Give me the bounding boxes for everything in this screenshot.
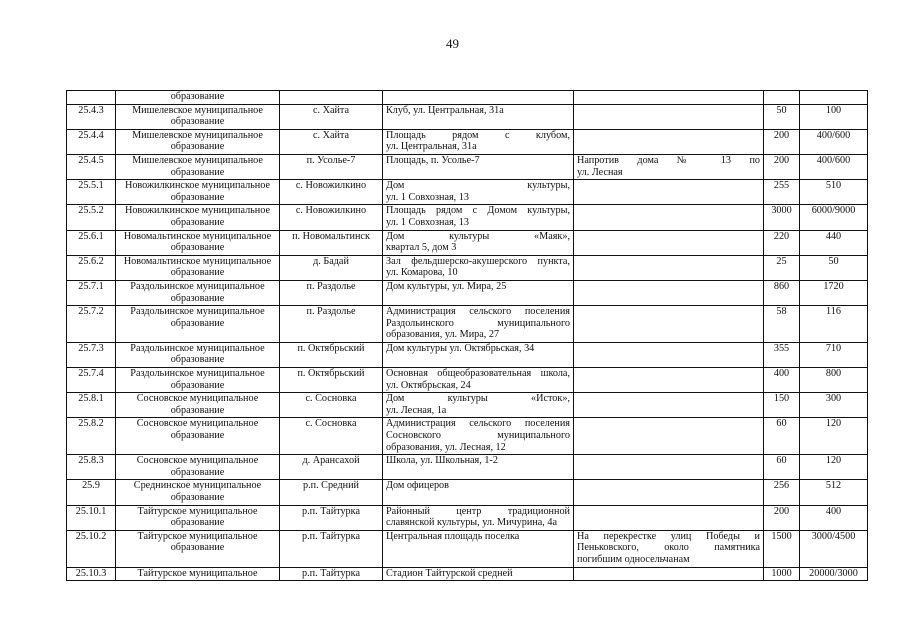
row-number-cell: 25.8.1: [67, 393, 116, 418]
landmark-cell: [574, 342, 764, 367]
settlement-cell: с. Новожилкино: [280, 205, 383, 230]
landmark-cell: [574, 255, 764, 280]
row-number-cell: 25.7.2: [67, 306, 116, 343]
settlement-cell: с. Хайта: [280, 129, 383, 154]
municipality-cell: Раздольинское муниципальное образование: [116, 368, 280, 393]
venue-cell: [383, 280, 574, 305]
landmark-cell-line: Напротив дома № 13 по: [577, 154, 760, 166]
row-number-cell: 25.8.3: [67, 455, 116, 480]
municipality-cell: Мишелевское муниципальное образование: [116, 129, 280, 154]
landmark-cell: [574, 567, 764, 581]
settlement-cell: п. Октябрьский: [280, 342, 383, 367]
municipality-cell: Сосновское муниципальное образование: [116, 455, 280, 480]
row-number-cell: 25.8.2: [67, 418, 116, 455]
settlement-cell: п. Раздолье: [280, 280, 383, 305]
capacity-cell: 20000/3000: [800, 567, 868, 581]
venue-cell-line: Дом культуры ул. Октябрьская, 34: [386, 342, 535, 354]
area-cell: 200: [764, 154, 800, 179]
landmark-cell: [574, 205, 764, 230]
venue-cell-line: Дом культуры, ул. Мира, 25: [386, 280, 507, 292]
area-cell: 255: [764, 180, 800, 205]
area-cell: 1500: [764, 530, 800, 567]
venue-cell-line: славянской культуры, ул. Мичурина, 4а: [386, 517, 558, 529]
capacity-cell: 710: [800, 342, 868, 367]
capacity-cell: 800: [800, 368, 868, 393]
row-number-cell: 25.10.3: [67, 567, 116, 581]
venue-cell: [383, 567, 574, 581]
landmark-cell: [574, 455, 764, 480]
landmark-cell: [574, 91, 764, 105]
area-cell: 355: [764, 342, 800, 367]
table-row: [67, 154, 868, 179]
venue-cell-line: Площадь рядом с Домом культуры,: [386, 205, 570, 217]
venue-cell-line: образования, ул. Мира, 27: [386, 329, 500, 341]
row-number-cell: 25.10.1: [67, 505, 116, 530]
table-row: [67, 104, 868, 129]
municipality-cell: Сосновское муниципальное образование: [116, 418, 280, 455]
municipality-cell: Раздольинское муниципальное образование: [116, 280, 280, 305]
landmark-cell-line: ул. Лесная: [577, 166, 623, 178]
venue-cell: [383, 180, 574, 205]
row-number-cell: 25.4.5: [67, 154, 116, 179]
row-number-cell: 25.7.3: [67, 342, 116, 367]
landmark-cell-line: Пеньковского, около памятника: [577, 542, 760, 554]
landmark-cell: [574, 306, 764, 343]
venue-cell-line: Площадь рядом с клубом,: [386, 129, 570, 141]
table-row: [67, 393, 868, 418]
capacity-cell: 440: [800, 230, 868, 255]
landmark-cell: [574, 230, 764, 255]
row-number-cell: 25.7.4: [67, 368, 116, 393]
landmark-cell: [574, 154, 764, 179]
landmark-cell: [574, 418, 764, 455]
row-number-cell: 25.4.4: [67, 129, 116, 154]
landmark-cell: [574, 505, 764, 530]
venue-cell-line: Дом офицеров: [386, 480, 449, 492]
venue-cell-line: квартал 5, дом 3: [386, 242, 457, 254]
area-cell: 220: [764, 230, 800, 255]
table-row: [67, 230, 868, 255]
capacity-cell: [800, 91, 868, 105]
table-row: [67, 418, 868, 455]
row-number-cell: 25.4.3: [67, 104, 116, 129]
venue-cell-line: Дом культуры,: [386, 180, 570, 192]
settlement-cell: с. Сосновка: [280, 418, 383, 455]
capacity-cell: 50: [800, 255, 868, 280]
capacity-cell: 100: [800, 104, 868, 129]
landmark-cell-line: На перекрестке улиц Победы и: [577, 530, 760, 542]
venue-cell-line: Клуб, ул. Центральная, 31а: [386, 104, 504, 116]
landmark-cell: [574, 180, 764, 205]
venue-cell-line: ул. Октябрьская, 24: [386, 379, 471, 391]
municipality-cell: Сосновское муниципальное образование: [116, 393, 280, 418]
row-number-cell: 25.5.2: [67, 205, 116, 230]
landmark-cell: [574, 104, 764, 129]
table-row: [67, 480, 868, 505]
venues-table: [66, 90, 868, 581]
settlement-cell: р.п. Средний: [280, 480, 383, 505]
venue-cell: [383, 418, 574, 455]
capacity-cell: 3000/4500: [800, 530, 868, 567]
venue-cell-line: образования, ул. Лесная, 12: [386, 441, 506, 453]
venue-cell-line: Стадион Тайтурской средней: [386, 567, 513, 579]
venue-cell: [383, 368, 574, 393]
municipality-cell: Раздольинское муниципальное образование: [116, 342, 280, 367]
area-cell: 200: [764, 129, 800, 154]
venue-cell: [383, 455, 574, 480]
settlement-cell: [280, 91, 383, 105]
area-cell: 58: [764, 306, 800, 343]
table-row: [67, 368, 868, 393]
table-row: [67, 205, 868, 230]
capacity-cell: 400/600: [800, 154, 868, 179]
venue-cell-line: ул. Комарова, 10: [386, 267, 458, 279]
landmark-cell: [574, 368, 764, 393]
venue-cell: [383, 342, 574, 367]
area-cell: 60: [764, 455, 800, 480]
row-number-cell: 25.7.1: [67, 280, 116, 305]
municipality-cell: Новожилкинское муниципальное образование: [116, 180, 280, 205]
venue-cell: [383, 505, 574, 530]
area-cell: 860: [764, 280, 800, 305]
area-cell: 1000: [764, 567, 800, 581]
venue-cell-line: ул. 1 Совхозная, 13: [386, 191, 469, 203]
table-row: [67, 455, 868, 480]
municipality-cell: Мишелевское муниципальное образование: [116, 104, 280, 129]
venue-cell: [383, 91, 574, 105]
venue-cell-line: Школа, ул. Школьная, 1-2: [386, 455, 498, 467]
area-cell: 150: [764, 393, 800, 418]
venue-cell: [383, 306, 574, 343]
capacity-cell: 300: [800, 393, 868, 418]
venue-cell: [383, 205, 574, 230]
settlement-cell: р.п. Тайтурка: [280, 567, 383, 581]
settlement-cell: с. Новожилкино: [280, 180, 383, 205]
municipality-cell: Раздольинское муниципальное образование: [116, 306, 280, 343]
row-number-cell: 25.6.1: [67, 230, 116, 255]
table-row: [67, 505, 868, 530]
municipality-cell: Тайтурское муниципальное: [116, 567, 280, 581]
venue-cell: [383, 129, 574, 154]
settlement-cell: п. Усолье-7: [280, 154, 383, 179]
landmark-cell: [574, 280, 764, 305]
table-row: [67, 280, 868, 305]
landmark-cell: [574, 530, 764, 567]
municipality-cell: образование: [116, 91, 280, 105]
venue-cell: [383, 230, 574, 255]
venue-cell-line: ул. Центральная, 31а: [386, 141, 477, 153]
capacity-cell: 400: [800, 505, 868, 530]
landmark-cell: [574, 393, 764, 418]
table-row: [67, 129, 868, 154]
venue-cell-line: Районный центр традиционной: [386, 505, 570, 517]
capacity-cell: 116: [800, 306, 868, 343]
settlement-cell: п. Октябрьский: [280, 368, 383, 393]
municipality-cell: Тайтурское муниципальное образование: [116, 505, 280, 530]
area-cell: 3000: [764, 205, 800, 230]
area-cell: 200: [764, 505, 800, 530]
venue-cell: [383, 104, 574, 129]
settlement-cell: д. Бадай: [280, 255, 383, 280]
venue-cell-line: ул. Лесная, 1а: [386, 404, 447, 416]
municipality-cell: Новожилкинское муниципальное образование: [116, 205, 280, 230]
settlement-cell: п. Новомальтинск: [280, 230, 383, 255]
capacity-cell: 1720: [800, 280, 868, 305]
venue-cell: [383, 530, 574, 567]
area-cell: 25: [764, 255, 800, 280]
venue-cell-line: Раздольинского муниципального: [386, 317, 570, 329]
area-cell: 60: [764, 418, 800, 455]
municipality-cell: Новомальтинское муниципальное образование: [116, 255, 280, 280]
settlement-cell: р.п. Тайтурка: [280, 505, 383, 530]
municipality-cell: Среднинское муниципальное образование: [116, 480, 280, 505]
venue-cell-line: Дом культуры «Маяк»,: [386, 230, 570, 242]
area-cell: 400: [764, 368, 800, 393]
venue-cell: [383, 480, 574, 505]
venue-cell: [383, 154, 574, 179]
venue-cell-line: ул. 1 Совхозная, 13: [386, 216, 469, 228]
row-number-cell: 25.10.2: [67, 530, 116, 567]
venue-cell-line: Зал фельдшерско-акушерского пункта,: [386, 255, 570, 267]
municipality-cell: Тайтурское муниципальное образование: [116, 530, 280, 567]
landmark-cell: [574, 129, 764, 154]
capacity-cell: 6000/9000: [800, 205, 868, 230]
area-cell: 256: [764, 480, 800, 505]
capacity-cell: 120: [800, 418, 868, 455]
venue-cell-line: Центральная площадь поселка: [386, 530, 520, 542]
municipality-cell: Мишелевское муниципальное образование: [116, 154, 280, 179]
table-row: [67, 306, 868, 343]
landmark-cell: [574, 480, 764, 505]
table-row: [67, 567, 868, 581]
capacity-cell: 120: [800, 455, 868, 480]
table-row: [67, 180, 868, 205]
area-cell: [764, 91, 800, 105]
settlement-cell: р.п. Тайтурка: [280, 530, 383, 567]
venue-cell-line: Сосновского муниципального: [386, 430, 570, 442]
table-row: [67, 255, 868, 280]
venue-cell-line: Администрация сельского поселения: [386, 418, 570, 430]
row-number-cell: 25.5.1: [67, 180, 116, 205]
capacity-cell: 400/600: [800, 129, 868, 154]
settlement-cell: с. Хайта: [280, 104, 383, 129]
municipality-cell: Новомальтинское муниципальное образование: [116, 230, 280, 255]
venue-cell-line: Площадь, п. Усолье-7: [386, 154, 480, 166]
settlement-cell: д. Арансахой: [280, 455, 383, 480]
table-row: [67, 342, 868, 367]
area-cell: 50: [764, 104, 800, 129]
venue-cell: [383, 393, 574, 418]
row-number-cell: [67, 91, 116, 105]
venue-cell-line: Администрация сельского поселения: [386, 306, 570, 318]
row-number-cell: 25.6.2: [67, 255, 116, 280]
venue-cell-line: Основная общеобразовательная школа,: [386, 368, 570, 380]
capacity-cell: 510: [800, 180, 868, 205]
venue-cell-line: Дом культуры «Исток»,: [386, 393, 570, 405]
table-row: [67, 91, 868, 105]
table-body: [67, 91, 868, 581]
settlement-cell: п. Раздолье: [280, 306, 383, 343]
page-number: 49: [446, 36, 459, 51]
table-row: [67, 530, 868, 567]
settlement-cell: с. Сосновка: [280, 393, 383, 418]
row-number-cell: 25.9: [67, 480, 116, 505]
capacity-cell: 512: [800, 480, 868, 505]
landmark-cell-line: погибшим односельчанам: [577, 553, 690, 565]
venue-cell: [383, 255, 574, 280]
